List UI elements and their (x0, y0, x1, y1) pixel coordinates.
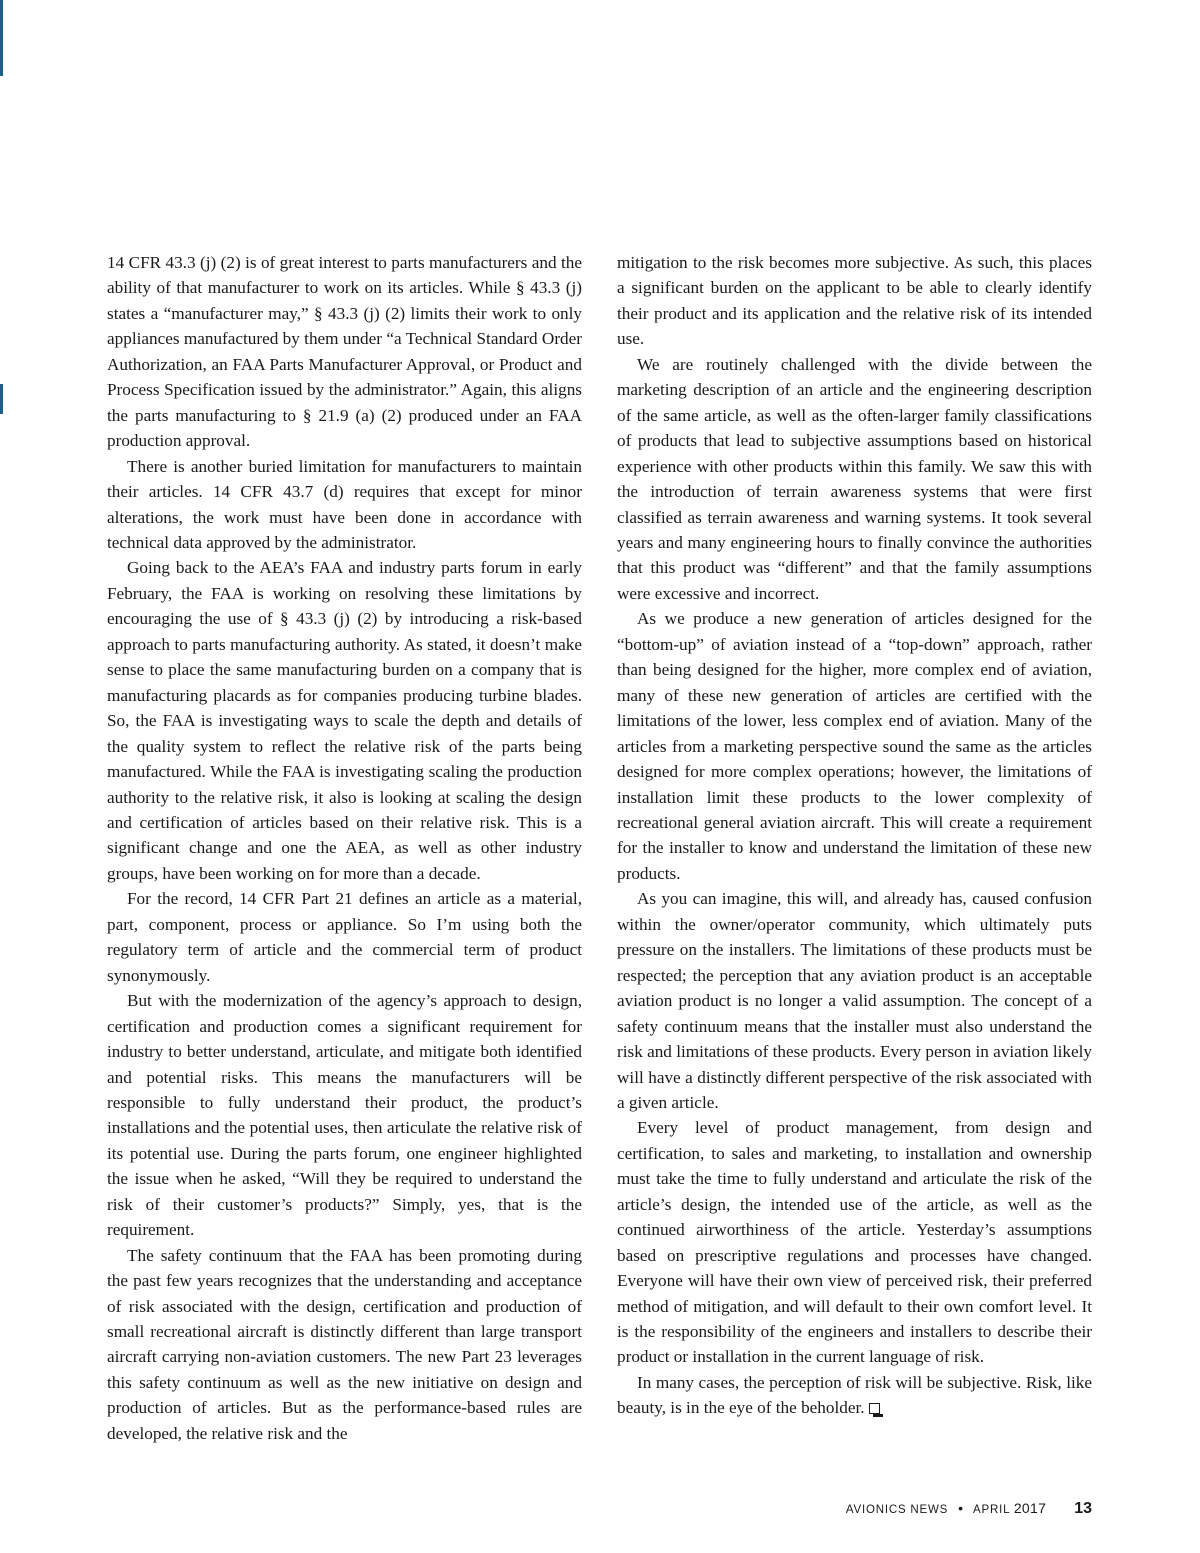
paragraph: Every level of product management, from design and certification, to sales and marketing, to installation and ownership must take the time to fully understand and articulate the risk of the article’s design, the intended use of the article, as well as the continued airworthiness of the article. Yesterday’s assumptions based on prescriptive regulations and processes have changed. Everyone will have their own view of perceived risk, their preferred method of mitigation, and will default to their own comfort level. It is the responsibility of the engineers and installers to describe their product or installation in the current language of risk. (617, 1118, 1092, 1367)
final-paragraph (617, 1370, 1092, 1421)
article-column-right (617, 250, 1092, 1421)
paragraph: For the record, 14 CFR Part 21 defines an article as a material, part, component, process or appliance. So I’m using both the regulatory term of article and the commercial term of product synonymously. (107, 889, 582, 985)
paragraph: 14 CFR 43.3 (j) (2) is of great interest to parts manufacturers and the ability of that manufacturer to work on its articles. While § 43.3 (j) states a “manufacturer may,” § 43.3 (j) (2) limits their work to only appliances manufactured by them under “a Technical Standard Order Authorization, an FAA Parts Manufacturer Approval, or Product and Process Specification issued by the administrator.” Again, this aligns the parts manufacturing to § 21.9 (a) (2) produced under an FAA production approval. (107, 253, 582, 451)
paragraph: As we produce a new generation of articles designed for the “bottom-up” of aviation instead of a “top-down” approach, rather than being designed for the higher, more complex end of aviation, many of these new generation of articles are certified with the limitations of the lower, less complex end of aviation. Many of the articles from a marketing perspective sound the same as the articles designed for more complex operations; however, the limitations of installation limit these products to the lower complexity of recreational general aviation aircraft. This will create a requirement for the installer to know and understand the limitation of these new products. (617, 609, 1092, 883)
paragraph: We are routinely challenged with the divide between the marketing description of an article and the engineering description of the same article, as well as the often-larger family classifications of products that lead to subjective assumptions based on historical experience with other products within this family. We saw this with the introduction of terrain awareness systems that were first classified as terrain awareness and warning systems. It took several years and many engineering hours to finally convince the authorities that this product was “different” and that the family assumptions were excessive and incorrect. (617, 354, 1092, 603)
issue-year: 2017 (1013, 1500, 1047, 1516)
paragraph: Going back to the AEA’s FAA and industry parts forum in early February, the FAA is working on resolving these limitations by encouraging the use of § 43.3 (j) (2) by introducing a risk-based approach to parts manufacturing authority. As stated, it doesn’t make sense to place the same manufacturing burden on a company that is manufacturing placards as for companies producing turbine blades. So, the FAA is investigating ways to scale the depth and details of the quality system to reflect the relative risk of the parts being manufactured. While the FAA is investigating scaling the production authority to the relative risk, it also is looking at scaling the design and certification of articles based on their relative risk. This is a significant change and one the AEA, as well as other industry groups, have been working on for more than a decade. (107, 558, 582, 883)
paragraph: There is another buried limitation for manufacturers to maintain their articles. 14 CFR 43.7 (d) requires that except for minor alterations, the work must have been done in accordance with technical data approved by the administrator. (107, 456, 582, 552)
issue-date (973, 1500, 1046, 1516)
page-number: 13 (1074, 1500, 1092, 1517)
page-edge-marker-middle (0, 384, 3, 414)
paragraph: As you can imagine, this will, and already has, caused confusion within the owner/operator community, which ultimately puts pressure on the installers. The limitations of these products must be respected; the perception that any aviation product is an acceptable aviation product is no longer a valid assumption. The concept of a safety continuum means that the installer must also understand the risk and limitations of these products. Every person in aviation likely will have a distinctly different perspective of the risk associated with a given article. (617, 889, 1092, 1112)
issue-month: APRIL (973, 1504, 1010, 1516)
article-column-left (107, 250, 582, 1446)
publication-name: AVIONICS NEWS (845, 1504, 949, 1516)
page-footer (846, 1500, 1092, 1518)
page-edge-marker-top (0, 0, 3, 76)
final-paragraph-text: In many cases, the perception of risk will be subjective. Risk, like beauty, is in the eye of the beholder. (617, 1372, 1092, 1418)
footer-separator: • (958, 1500, 964, 1516)
paragraph: The safety continuum that the FAA has been promoting during the past few years recognizes that the understanding and acceptance of risk associated with the design, certification and production of small recreational aircraft is distinctly different than large transport aircraft carrying non-aviation customers. The new Part 23 leverages this safety continuum as well as the new initiative on design and production of articles. But as the performance-based rules are developed, the relative risk and the (107, 1245, 582, 1443)
paragraph: But with the modernization of the agency’s approach to design, certification and production comes a significant requirement for industry to better understand, articulate, and mitigate both identified and potential risks. This means the manufacturers will be responsible to fully understand their product, the product’s installations and the potential uses, then articulate the relative risk of its potential use. During the parts forum, one engineer highlighted the issue when he asked, “Will they be required to understand the risk of their customer’s products?” Simply, yes, that is the requirement. (107, 991, 582, 1240)
end-of-article-icon (869, 1403, 880, 1414)
paragraph: mitigation to the risk becomes more subjective. As such, this places a significant burden on the applicant to be able to clearly identify their product and its application and the relative risk of its intended use. (617, 253, 1092, 349)
